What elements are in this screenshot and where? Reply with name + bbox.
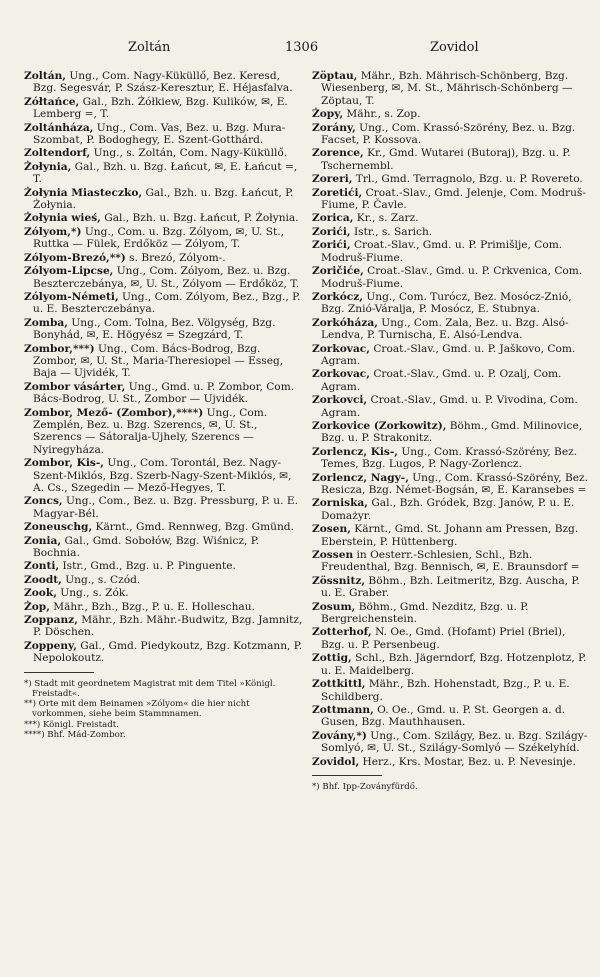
directory-entry [24, 407, 304, 457]
entry-headword: Zorica, [312, 212, 354, 225]
entry-headword: Zottkittl, [312, 678, 366, 691]
entry-headword: Zorkovac, [312, 368, 370, 381]
page-number: 1306 [285, 40, 319, 55]
header-last-entry: Zovidol [430, 40, 479, 55]
entry-text: Gal., Bzh. Gródek, Bzg. Janów, P. u. E. Domażyr. [321, 497, 575, 522]
left-column [24, 70, 304, 740]
entry-text: Mähr., Bzh., Bzg., P. u. E. Holleschau. [49, 600, 255, 613]
directory-entry [312, 187, 592, 212]
entry-text: Croat.-Slav., Gmd. Jelenje, Com. Modruš-Fiume, P. Čavle. [321, 186, 586, 212]
entry-text: Ung., s. Zók. [56, 587, 129, 600]
directory-entry [24, 343, 304, 380]
entry-text: s. Brezó, Zólyom-. [125, 251, 226, 264]
entry-text: Herz., Krs. Mostar, Bez. u. P. Nevesinje. [359, 755, 576, 768]
directory-entry [312, 704, 592, 729]
directory-entry [312, 601, 592, 626]
directory-entry [24, 291, 304, 316]
entry-headword: Zoltán, [24, 70, 66, 82]
entry-text: Ung., Com. Zólyom, Bez., Bzg., P. u. E. Beszterczebánya. [33, 290, 301, 316]
entry-headword: Zombor, Kis-, [24, 457, 104, 470]
entry-headword: Zólyom-Németi, [24, 290, 119, 303]
entry-headword: Zovány,*) [312, 729, 367, 742]
entry-headword: Zoodt, [24, 573, 62, 586]
directory-entry [24, 457, 304, 494]
entry-text: Mähr., Bzh. Hohenstadt, Bzg., P. u. E. Schildberg. [321, 678, 570, 703]
directory-entry [312, 523, 592, 548]
directory-entry [24, 122, 304, 147]
entry-headword: Zoltendorf, [24, 147, 91, 160]
entry-headword: Zössnitz, [312, 574, 366, 587]
directory-entry [24, 252, 304, 264]
entry-headword: Żołynia, [24, 160, 72, 173]
directory-entry [312, 368, 592, 393]
entry-text: Kärnt., Gmd. Rennweg, Bzg. Gmünd. [92, 521, 294, 534]
entry-text: Ung., Com. Szilágy, Bez. u. Bzg. Szilágy-Somlyó, ✉, U. St., Szilágy-Somlyó — Székelyhíd. [321, 729, 588, 755]
entry-text: Ung., s. Czód. [61, 573, 141, 586]
entry-text: Ung., Com. Bács-Bodrog, Bzg. Zombor, ✉, U. St., Maria-Theresiopel — Esseg, Baja — Ujvidék, T. [33, 342, 284, 380]
footnote: ****) Bhf. Mád-Zombor. [24, 729, 126, 740]
entry-text: Ung., Com. Turócz, Bez. Mosócz-Znió, Bzg. Znió-Váralja, P. Mosócz, E. Stubnya. [321, 290, 572, 316]
entry-text: Ung., Com. Tolna, Bez. Völgység, Bzg. Bonyhád, ✉, E. Högyész = Szegzárd, T. [33, 316, 276, 342]
entry-headword: Zook, [24, 587, 57, 600]
directory-entry [24, 212, 304, 224]
entry-text: Böhm., Gmd. Milinovice, Bzg. u. P. Strakonitz. [321, 419, 583, 445]
directory-entry [24, 495, 304, 520]
directory-entry [24, 574, 304, 586]
entry-headword: Zombor vásárter, [24, 380, 126, 393]
entry-text: Ung., Com. Krassó-Szörény, Bez. Resicza, Bzg. Német-Bogsán, ✉, E. Karansebes = [321, 471, 588, 496]
footnote-divider [24, 672, 94, 673]
entry-text: Croat.-Slav., Gmd. u. P. Vivodina, Com. Agram. [321, 394, 578, 419]
directory-entry [312, 317, 592, 342]
entry-text: Gal., Bzh. u. Bzg. Łańcut, P. Żołynia. [33, 186, 294, 212]
directory-entry [312, 108, 592, 120]
directory-entry [24, 535, 304, 560]
directory-entry [24, 560, 304, 572]
directory-entry [312, 173, 592, 185]
directory-entry [312, 122, 592, 147]
entry-headword: Zottig, [312, 652, 352, 665]
entry-headword: Zólyom,*) [24, 225, 82, 238]
entry-headword: Zorence, [312, 147, 364, 160]
entry-text: Istr., Gmd., Bzg. u. P. Pinguente. [59, 560, 236, 573]
entry-headword: Zotterhof, [312, 626, 372, 639]
directory-entry [312, 147, 592, 172]
entry-text: Ung., Com. Krassó-Szörény, Bez. Temes, Bzg. Lugos, P. Nagy-Zorlencz. [321, 445, 578, 471]
entry-text: Gal., Bzh. u. Bzg. Łańcut, P. Żołynia. [100, 212, 299, 225]
entry-text: Mähr., Bzh. Mähr.-Budwitz, Bzg. Jamnitz, P. Döschen. [33, 614, 303, 639]
entry-headword: Zółtańce, [24, 95, 80, 108]
directory-entry [312, 226, 592, 238]
entry-headword: Zoneuschg, [24, 521, 93, 534]
directory-entry [24, 614, 304, 639]
entry-text: Ung., Com. Zemplén, Bez. u. Bzg. Szerencs, ✉, U. St., Szerencs — Sátoralja-Ujhely, Szerencs — Nyiregyháza. [33, 406, 268, 456]
entry-headword: Zoričiće, [312, 265, 364, 278]
entry-headword: Zonti, [24, 560, 60, 573]
entry-text: Gal., Gmd. Piedykoutz, Bzg. Kotzmann, P. Nepolokoutz. [33, 639, 303, 665]
entry-text: Gal., Bzh. Żółkiew, Bzg. Kulików, ✉, E. Lemberg =, T. [33, 95, 288, 121]
footnote: *) Stadt mit geordnetem Magistrat mit dem Titel »Königl. Freistadt«. [24, 678, 276, 699]
directory-entry [24, 521, 304, 533]
directory-entry [312, 212, 592, 224]
entry-headword: Zorići, [312, 225, 351, 238]
directory-entry [24, 147, 304, 159]
entry-text: Böhm., Bzh. Leitmeritz, Bzg. Auscha, P. u. E. Graber. [321, 574, 580, 600]
left-entry-list [24, 70, 304, 665]
entry-text: Ung., s. Zoltán, Com. Nagy-Küküllő. [90, 147, 288, 160]
entry-text: Ung., Com. Zólyom, Bez. u. Bzg. Beszterczebánya, ✉, U. St., Zólyom — Erdőköz, T. [33, 265, 300, 290]
directory-entry [312, 678, 592, 703]
directory-entry [312, 394, 592, 419]
footnote: ***) Königl. Freistadt. [24, 719, 119, 730]
entry-headword: Zottmann, [312, 703, 374, 716]
directory-entry [312, 446, 592, 471]
entry-headword: Zovidol, [312, 755, 360, 768]
entry-headword: Zomba, [24, 316, 68, 329]
entry-headword: Zoppanz, [24, 614, 78, 627]
entry-text: Ung., Gmd. u. P. Zombor, Com. Bács-Bodrog, U. St., Zombor — Ujvidék. [33, 380, 295, 406]
entry-headword: Zorkócz, [312, 290, 363, 303]
entry-text: Gal., Gmd. Sobołów, Bzg. Wiśnicz, P. Bochnia. [33, 534, 260, 560]
entry-text: Ung., Com. Vas, Bez. u. Bzg. Mura-Szombat, P. Bodoghegy, E. Szent-Gotthárd. [33, 121, 286, 147]
entry-headword: Zorkovice (Zorkowitz), [312, 419, 447, 432]
entry-text: Schl., Bzh. Jägerndorf, Bzg. Hotzenplotz, P. u. E. Maidelberg. [321, 652, 587, 677]
entry-headword: Zonia, [24, 534, 62, 547]
entry-headword: Zólyom-Lipcse, [24, 265, 114, 278]
entry-headword: Zossen [312, 549, 354, 562]
entry-text: Kr., s. Zarz. [353, 212, 419, 225]
right-column [312, 70, 592, 792]
entry-headword: Zorniska, [312, 497, 368, 510]
running-header [0, 40, 600, 60]
entry-headword: Zoppeny, [24, 639, 77, 652]
entry-text: Gal., Bzh. u. Bzg. Łańcut, ✉, E. Łańcut =, T. [33, 160, 298, 186]
entry-headword: Zöptau, [312, 70, 358, 82]
entry-text: Trl., Gmd. Terragnolo, Bzg. u. P. Rovereto. [352, 173, 583, 186]
entry-headword: Zorkóháza, [312, 316, 378, 329]
entry-headword: Zombor,***) [24, 342, 95, 355]
entry-text: in Oesterr.-Schlesien, Schl., Bzh. Freudenthal, Bzg. Bennisch, ✉, E. Braunsdorf = [321, 549, 580, 574]
entry-text: Ung., Com. Torontál, Bez. Nagy-Szent-Miklós, Bzg. Szerb-Nagy-Szent-Miklós, ✉, A. Cs., Szegedin — Mező-Hegyes, T. [33, 457, 292, 494]
entry-headword: Zoretići, [312, 186, 363, 199]
directory-entry [312, 291, 592, 316]
directory-entry [24, 226, 304, 251]
entry-headword: Żop, [24, 600, 50, 613]
entry-headword: Zorlencz, Kis-, [312, 445, 398, 458]
directory-entry [312, 549, 592, 574]
entry-text: O. Oe., Gmd. u. P. St. Georgen a. d. Gusen, Bzg. Mauthhausen. [321, 703, 566, 729]
entry-text: Ung., Com. Krassó-Szörény, Bez. u. Bzg. Facset, P. Kossova. [321, 121, 576, 147]
directory-entry [24, 587, 304, 599]
entry-text: Ung., Com., Bez. u. Bzg. Pressburg, P. u. E. Magyar-Bél. [33, 495, 298, 520]
entry-headword: Zorlencz, Nagy-, [312, 471, 409, 484]
directory-entry [24, 265, 304, 290]
footnote: **) Orte mit dem Beinamen »Zólyom« die hier nicht vorkommen, siehe beim Stammnamen. [24, 699, 250, 720]
entry-headword: Zoltánháza, [24, 121, 94, 134]
directory-entry [24, 70, 304, 95]
directory-entry [24, 161, 304, 186]
entry-headword: Żopy, [312, 108, 344, 121]
entry-text: Kr., Gmd. Wutarei (Butoraj), Bzg. u. P. Tschernembl. [321, 147, 571, 172]
directory-entry [312, 239, 592, 264]
entry-text: Croat.-Slav., Gmd. u. P. Ozalj, Com. Agram. [321, 368, 562, 393]
entry-headword: Zombor, Mező- (Zombor),****) [24, 406, 204, 419]
entry-headword: Zosum, [312, 600, 356, 613]
entry-headword: Zorkovci, [312, 394, 368, 407]
entry-headword: Zorići, [312, 239, 351, 252]
entry-text: Croat.-Slav., Gmd. u. P. Crkvenica, Com. Modruš-Fiume. [321, 265, 583, 290]
directory-entry [312, 472, 592, 497]
directory-entry [312, 575, 592, 600]
entry-headword: Zólyom-Brezó,**) [24, 251, 126, 264]
directory-entry [312, 265, 592, 290]
entry-headword: Zorkovac, [312, 342, 370, 355]
entry-text: Kärnt., Gmd. St. Johann am Pressen, Bzg. Eberstein, P. Hüttenberg. [321, 523, 579, 548]
entry-text: N. Oe., Gmd. (Hofamt) Priel (Briel), Bzg. u. P. Persenbeug. [321, 626, 566, 651]
directory-entry [312, 756, 592, 768]
directory-entry [312, 730, 592, 755]
directory-entry [24, 317, 304, 342]
directory-entry [24, 601, 304, 613]
header-first-entry: Zoltán [128, 40, 171, 55]
entry-text: Croat.-Slav., Gmd. u. P. Jaškovo, Com. Agram. [321, 342, 576, 367]
right-footnotes [312, 782, 592, 792]
directory-entry [24, 96, 304, 121]
entry-text: Ung., Com. Nagy-Küküllő, Bez. Keresd, Bzg. Segesvár, P. Szász-Keresztur, E. Héjasfalva. [33, 70, 293, 95]
directory-entry [312, 70, 592, 107]
entry-headword: Żołynia Miasteczko, [24, 186, 143, 199]
entry-text: Mähr., Bzh. Mährisch-Schönberg, Bzg. Wiesenberg, ✉, M. St., Mährisch-Schönberg — Zöptau, T. [321, 70, 573, 107]
directory-entry [312, 343, 592, 368]
entry-headword: Zosen, [312, 523, 351, 536]
directory-entry [24, 187, 304, 212]
entry-text: Istr., s. Sarich. [350, 225, 433, 238]
right-entry-list [312, 70, 592, 768]
entry-text: Ung., Com. Zala, Bez. u. Bzg. Alsó-Lendva, P. Turnischa, E. Alsó-Lendva. [321, 316, 569, 342]
directory-entry [24, 640, 304, 665]
entry-text: Croat.-Slav., Gmd. u. P. Primišlje, Com. Modruš-Fiume. [321, 239, 563, 264]
entry-headword: Zoncs, [24, 495, 63, 508]
directory-entry [312, 652, 592, 677]
directory-entry [312, 420, 592, 445]
entry-headword: Zorány, [312, 121, 356, 134]
directory-entry [24, 381, 304, 406]
entry-headword: Zoreri, [312, 173, 353, 186]
entry-text: Mähr., s. Zop. [343, 108, 421, 121]
directory-entry [312, 497, 592, 522]
entry-text: Böhm., Gmd. Nezditz, Bzg. u. P. Bergreichenstein. [321, 600, 529, 626]
footnote: *) Bhf. Ipp-Zoványfürdő. [312, 781, 418, 792]
directory-entry [312, 626, 592, 651]
left-footnotes [24, 679, 304, 740]
entry-text: Ung., Com. u. Bzg. Zólyom, ✉, U. St., Ruttka — Fülek, Erdőköz — Zólyom, T. [33, 225, 285, 251]
entry-headword: Żołynia wieś, [24, 212, 101, 225]
footnote-divider [312, 775, 382, 776]
